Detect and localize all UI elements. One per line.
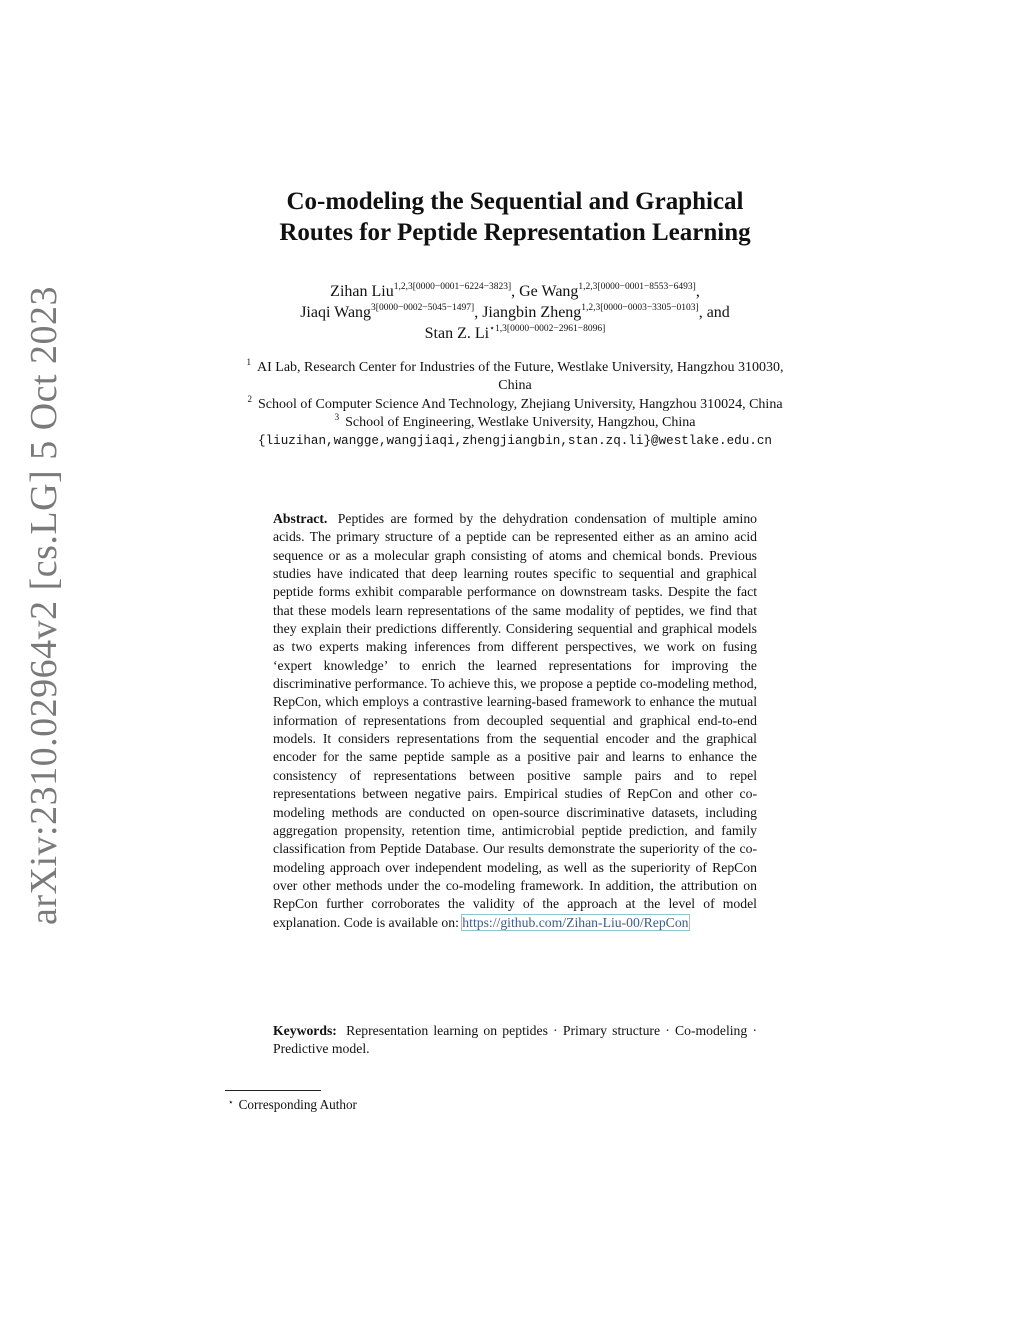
affiliation-text: AI Lab, Research Center for Industries of the Future, Westlake University, Hangzhou 310030, China — [257, 360, 784, 394]
author-affiliation-orcid: 1,2,3[0000−0003−3305−0103] — [581, 302, 699, 313]
affiliation-item — [230, 414, 800, 432]
author-name: Ge Wang — [519, 283, 579, 300]
affiliation-number: 3 — [334, 412, 340, 423]
author-line-2 — [200, 302, 830, 323]
footnote-mark: ⋆ — [228, 1097, 234, 1107]
title-line-1: Co-modeling the Sequential and Graphical — [286, 188, 744, 215]
author-separator: , and — [698, 304, 730, 321]
author-affiliation-orcid: 1,2,3[0000−0001−8553−6493] — [578, 281, 696, 292]
keywords — [273, 1022, 757, 1059]
author-name: Jiaqi Wang — [300, 304, 372, 321]
keywords-label: Keywords: — [273, 1023, 337, 1038]
author-name: Jiangbin Zheng — [482, 304, 582, 321]
author-separator: , — [474, 304, 483, 321]
abstract — [273, 510, 757, 932]
author-line-1 — [200, 281, 830, 302]
author-list — [200, 281, 830, 344]
author-emails: {liuzihan,wangge,wangjiaqi,zhengjiangbin,stan.zq.li}@westlake.edu.cn — [258, 434, 772, 449]
arxiv-identifier-stamp: arXiv:2310.02964v2 [cs.LG] 5 Oct 2023 — [23, 285, 65, 925]
affiliation-text: School of Computer Science And Technology, Zhejiang University, Hangzhou 310024, China — [257, 396, 783, 412]
author-separator: , — [511, 283, 520, 300]
author-name: Stan Z. Li — [424, 325, 490, 342]
affiliation-item — [230, 359, 800, 396]
paper-title — [200, 186, 830, 248]
footnote-divider — [225, 1090, 321, 1091]
footnote-text: Corresponding Author — [238, 1097, 357, 1112]
keywords-text: Representation learning on peptides · Primary structure · Co-modeling · Predictive model. — [273, 1023, 757, 1057]
author-name: Zihan Liu — [330, 283, 394, 300]
author-separator: , — [695, 283, 700, 300]
title-line-2: Routes for Peptide Representation Learning — [279, 219, 751, 246]
affiliation-text: School of Engineering, Westlake University, Hangzhou, China — [345, 414, 696, 430]
abstract-text: Peptides are formed by the dehydration condensation of multiple amino acids. The primary structure of a peptide can be represented either as an amino acid sequence or as a molecular graph consisting of atoms and chemical bonds. Previous studies have indicated that deep learning routes specific to sequential and graphical peptide forms exhibit comparable performance on downstream tasks. Despite the fact that these models learn representations of the same modality of peptides, we find that they explain their predictions differently. Considering sequential and graphical models as two experts making inferences from different perspectives, we work on fusing ‘expert knowledge’ to enrich the learned representations for improving the discriminative performance. To achieve this, we propose a peptide co-modeling method, RepCon, which employs a contrastive learning-based framework to enhance the mutual information of representations from decoupled sequential and graphical end-to-end models. It considers representations from the sequential encoder and the graphical encoder for the same peptide sample as a positive pair and learns to enhance the consistency of representations between positive sample pairs and to repel representations between negative pairs. Empirical studies of RepCon and other co-modeling methods are conducted on open-source discriminative datasets, including aggregation propensity, retention time, antimicrobial peptide prediction, and family classification from Peptide Database. Our results demonstrate the superiority of the co-modeling approach over independent modeling, as well as the superiority of RepCon over other methods under the co-modeling framework. In addition, the attribution on RepCon further corroborates the validity of the approach at the level of model explanation. Code is available on: — [273, 511, 758, 930]
affiliation-item — [230, 393, 800, 414]
affiliation-number: 2 — [247, 393, 252, 404]
footnote — [228, 1096, 357, 1115]
author-affiliation-orcid: ⋆1,3[0000−0002−2961−8096] — [489, 323, 606, 334]
author-line-3 — [200, 323, 830, 344]
affiliation-number: 1 — [246, 357, 252, 368]
author-affiliation-orcid: 1,2,3[0000−0001−6224−3823] — [393, 281, 512, 292]
affiliation-list — [230, 359, 800, 450]
code-repository-link[interactable]: https://github.com/Zihan-Liu-00/RepCon — [462, 914, 689, 930]
author-affiliation-orcid: 3[0000−0002−5045−1497] — [371, 302, 475, 313]
abstract-label: Abstract. — [273, 511, 328, 526]
